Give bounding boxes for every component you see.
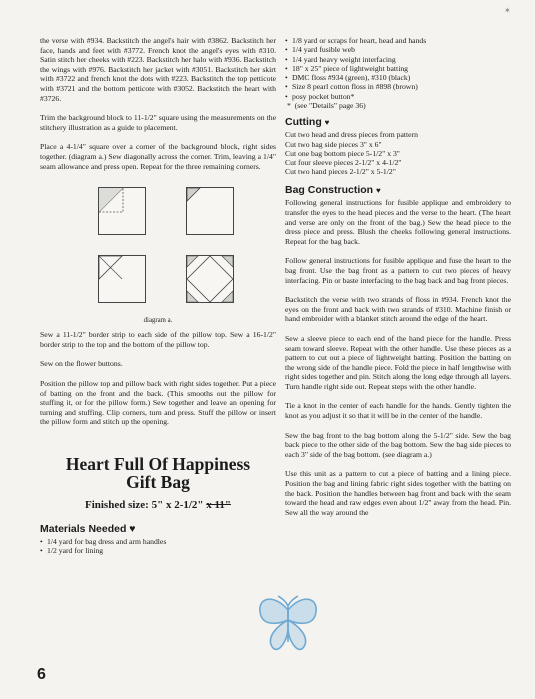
cutting-heading-text: Cutting (285, 116, 322, 129)
materials-list-continued (285, 36, 511, 110)
list-item (285, 73, 511, 82)
bullet-icon: • (285, 91, 288, 101)
paragraph: Sew a sleeve piece to each end of the hand piece for the handle. Press seam toward sleeve. Repeat with the other handle. Use these pieces as a pattern to cut out a piece of lightweight batting. Position the batting on the wrong side of the handle piece. Fold the piece in half lengthwise with right sides together and pin. Stitch along the long edge through all layers. Turn handle right side out. Repeat steps with the other handle. (285, 333, 511, 391)
list-item (285, 82, 511, 91)
list-item-text: (see "Details" page 36) (294, 101, 366, 111)
left-column (40, 36, 276, 561)
bullet-icon: • (40, 536, 43, 546)
cutting-line: Cut four sleeve pieces 2-1/2" x 4-1/2" (285, 157, 402, 167)
cutting-line: Cut two bag side pieces 3" x 6" (285, 139, 382, 149)
bag-construction-heading (285, 184, 511, 196)
list-item-text: posy pocket button* (292, 91, 355, 101)
bullet-icon: • (285, 45, 288, 55)
heart-icon: ♥ (324, 118, 330, 128)
bullet-icon: • (285, 36, 288, 45)
project-title (40, 455, 276, 491)
list-item (285, 92, 511, 101)
diagram-a (40, 181, 276, 315)
paragraph: Following general instructions for fusible applique and embroidery to transfer the eyes to the head pieces and the verse to the heart. (The heart and verse are only on the front of the bag.) Sew the head piece to the dress piece and press. Blush the cheeks following general instructions. Repeat for the bag back. (285, 198, 511, 246)
cutting-line: Cut one bag bottom piece 5-1/2" x 3" (285, 148, 400, 158)
list-item-text: 1/4 yard for bag dress and arm handles (47, 536, 167, 546)
bag-heading-text: Bag Construction (285, 184, 374, 197)
list-item-text: 1/2 yard for lining (47, 546, 104, 556)
list-item (285, 55, 511, 64)
list-item (40, 537, 276, 546)
list-item-note (285, 101, 511, 110)
cutting-heading (285, 116, 511, 128)
paragraph: Sew on the flower buttons. (40, 359, 123, 369)
diagram-square (186, 187, 234, 235)
materials-heading-text: Materials Needed (40, 522, 127, 535)
diagram-square (98, 255, 146, 303)
finished-size-label: Finished size: 5" x 2-1/2" (84, 498, 207, 511)
bullet-icon: • (285, 82, 288, 92)
finished-size (40, 499, 276, 511)
asterisk-icon: * (287, 101, 295, 111)
list-item (285, 36, 511, 45)
list-item-text: DMC floss #934 (green), #310 (black) (292, 73, 411, 83)
heart-icon: ♥ (129, 522, 136, 535)
heart-icon: ♥ (376, 186, 381, 196)
paragraph: the verse with #934. Backstitch the angel's hair with #3862. Backstitch her face, hands and feet with #3772. French knot the angel's eyes with #310. Satin stitch her cheeks with #223. Backstitch her halo with #936. Backstitch the wings with #976. Backstitch her jacket with #3051. Backstitch her skirt with #3722 and french knot the dots with #223. Backstitch the top petticote with #3721 and the bottom petticote with #3052. Backstitch the heart with #3726. (40, 36, 276, 103)
bullet-icon: • (285, 54, 288, 64)
butterfly-stamp (253, 590, 323, 665)
paragraph: Trim the background block to 11-1/2" square using the measurements on the stitchery illustration as a guide to placement. (40, 113, 276, 132)
bullet-icon: • (285, 63, 288, 73)
diagram-square (186, 255, 234, 303)
title-line: Gift Bag (126, 471, 190, 492)
paragraph: Use this unit as a pattern to cut a piece of batting and a lining piece. Position the bag and lining fabric right sides together with the batting on the back. Position the handles between bag front and back with the seam toward the head and raw edges even about 1/2" away from the head. Pin. Sew all the way around the (285, 469, 511, 517)
cutting-line: Cut two head and dress pieces from pattern (285, 130, 418, 140)
paragraph: Sew a 11-1/2" border strip to each side of the pillow top. Sew a 16-1/2" border strip to the top and the bottom of the pillow top. (40, 330, 276, 349)
paragraph: Position the pillow top and pillow back with right sides together. Put a piece of batting on the front and the back. (This smooths out the pillow for stuffing it, or for the pillow form.) Sew together and leave an opening for turning and stuffing. Clip corners, turn and press. Stuff the pillow or insert the pillow form and stitch up the opening. (40, 378, 276, 427)
diagram-square (98, 187, 146, 235)
right-column (285, 36, 511, 527)
list-item (285, 45, 511, 54)
materials-heading (40, 523, 276, 535)
materials-list (40, 537, 276, 556)
page-number: 6 (37, 666, 46, 683)
list-item-text: 18" x 25" piece of lightweight batting (292, 63, 409, 73)
list-item (285, 64, 511, 73)
list-item-text: Size 8 pearl cotton floss in #898 (brown) (292, 82, 418, 92)
finished-size-struck: x 11" (206, 498, 232, 511)
paragraph: Tie a knot in the center of each handle for the hands. Gently tighten the knot as you adjust it so that it will be in the center of the handle. (285, 401, 511, 421)
list-item-text: 1/8 yard or scraps for heart, head and hands (292, 36, 427, 45)
cutting-line: Cut two hand pieces 2-1/2" x 5-1/2" (285, 167, 396, 177)
bullet-icon: • (285, 73, 288, 83)
title-line: Heart Full Of Happiness (65, 453, 251, 474)
corner-mark: ✶ (504, 6, 511, 15)
paragraph: Sew the bag front to the bag bottom along the 5-1/2" side. Sew the bag back piece to the other side of the bag bottom. Sew the bag side pieces to each 3" side of the bag bottom. (see diagram a.) (285, 430, 511, 459)
paragraph: Place a 4-1/4" square over a corner of the background block, right sides together. (diagram a.) Sew diagonally across the corner. Trim, leaving a 1/4" seam allowance and press open. Repeat for the three remaining corners. (40, 142, 276, 171)
bullet-icon: • (40, 546, 43, 556)
paragraph: Backstitch the verse with two strands of floss in #934. French knot the eyes on the front and back with two strands of #310. Machine finish or hand embroider with a blanket stitch around the edge of the heart. (285, 295, 511, 324)
list-item (40, 546, 276, 555)
diagram-caption: diagram a. (143, 317, 173, 325)
paragraph: Follow general instructions for fusible applique and fuse the heart to the bag front. Use the bag front as a pattern to cut two pieces of heavy interfacing. Pin or baste interfacing to the bag back and bag front pieces. (285, 256, 511, 285)
cutting-list (285, 130, 511, 176)
list-item-text: 1/4 yard fusible web (292, 45, 355, 55)
list-item-text: 1/4 yard heavy weight interfacing (292, 54, 396, 64)
